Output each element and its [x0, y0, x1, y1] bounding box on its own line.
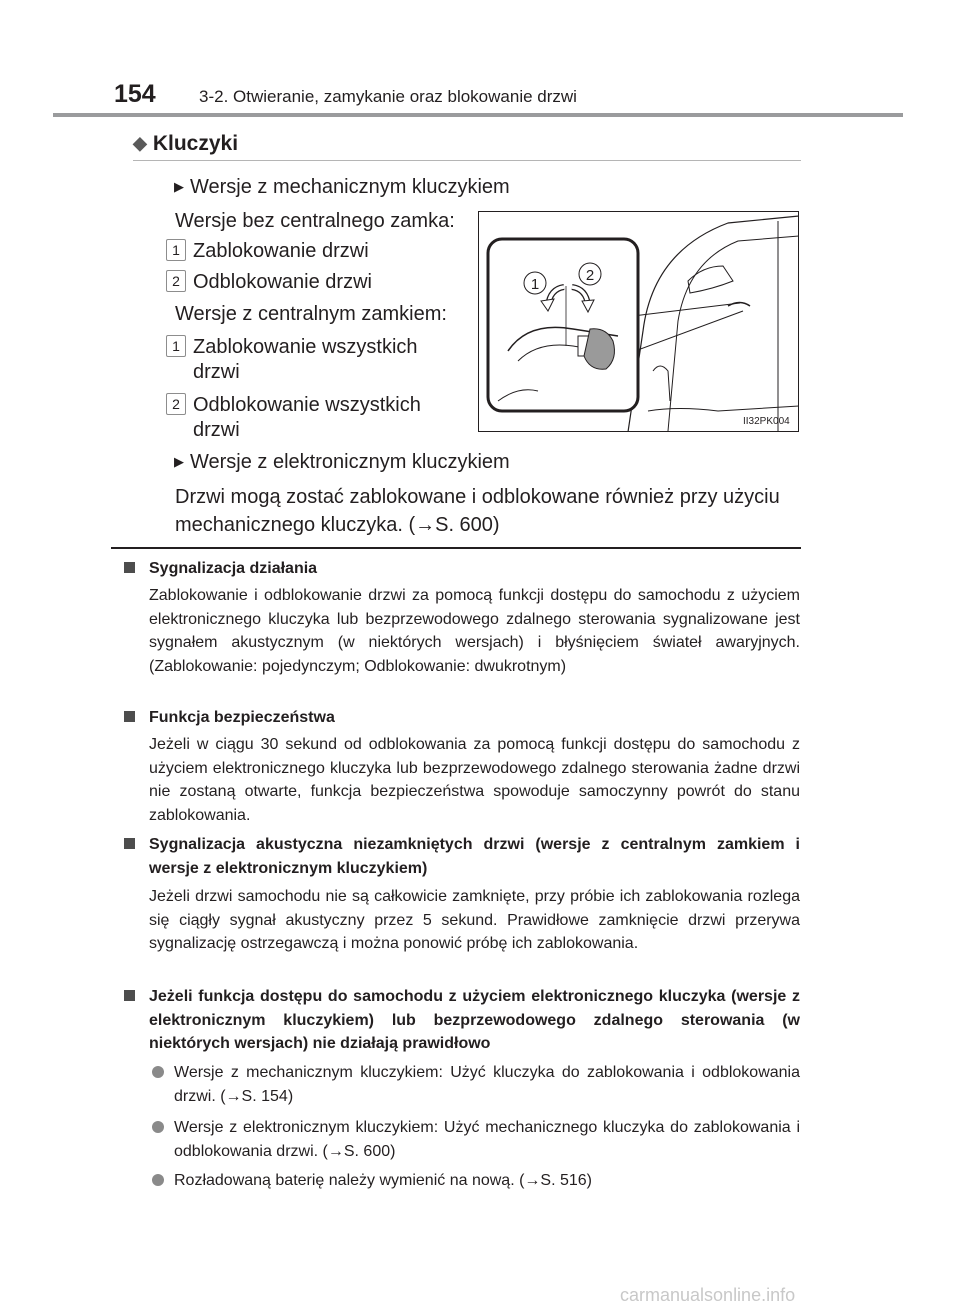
section-title-text: Kluczyki — [152, 132, 239, 155]
circle-bullet-icon — [152, 1174, 164, 1186]
circle-bullet-icon — [152, 1066, 164, 1078]
with-central-lock-label: Wersje z centralnym zamkiem: — [175, 303, 447, 325]
square-bullet-icon — [124, 562, 135, 573]
step-number-badge: 2 — [166, 393, 186, 415]
list-item: Wersje z mechanicznym kluczykiem: Użyć kluczyka do zablokowania i odblokowania drzwi. (→S. 154) — [152, 1061, 800, 1108]
triangle-right-icon: ▶ — [174, 454, 184, 469]
illustration-label-1: 1 — [530, 276, 540, 293]
chapter-header: 3-2. Otwieranie, zamykanie oraz blokowanie drzwi — [199, 87, 577, 106]
diamond-icon: ◆ — [133, 133, 147, 153]
list-item: Wersje z elektronicznym kluczykiem: Użyć mechanicznego kluczyka do zablokowania i odblokowania drzwi. (→S. 600) — [152, 1116, 800, 1163]
section-divider — [111, 547, 801, 549]
header-rule — [53, 113, 903, 117]
circle-bullet-icon — [152, 1121, 164, 1133]
note-body: Jeżeli drzwi samochodu nie są całkowicie zamknięte, przy próbie ich zablokowania rozlega się ciągły sygnał akustyczny przez 5 sekund. Prawidłowe zamknięcie drzwi przerywa sygnalizację ostrzegawczą i można ponowić próbę ich zablokowania. — [149, 888, 800, 952]
triangle-right-icon: ▶ — [174, 179, 184, 194]
note-body: Zablokowanie i odblokowanie drzwi za pomocą funkcji dostępu do samochodu z użyciem elektronicznego kluczyka lub bezprzewodowego zdalnego sterowania sygnalizowane jest sygnałem akustycznym (w niektórych wersjach) i błyśnięciem świateł awaryjnych. (Zablokowanie: pojedynczym; Odblokowanie: dwukrotnym) — [149, 587, 800, 675]
note-title: Funkcja bezpieczeństwa — [124, 706, 800, 730]
step-lock-doors: 1 Zablokowanie drzwi — [166, 239, 443, 265]
square-bullet-icon — [124, 711, 135, 722]
step-lock-all-doors: 1 Zablokowanie wszystkich drzwi — [166, 335, 443, 385]
note-title: Sygnalizacja działania — [124, 557, 800, 581]
note-title: Jeżeli funkcja dostępu do samochodu z użyciem elektronicznego kluczyka (wersje z elektronicznym kluczykiem) lub bezprzewodowego zdalnego sterowania (w niektórych wersjach) nie działają prawidłowo — [124, 985, 800, 1056]
door-key-illustration — [478, 211, 799, 432]
mechanical-key-heading: ▶ Wersje z mechanicznym kluczykiem — [174, 176, 510, 198]
step-number-badge: 2 — [166, 270, 186, 292]
step-number-badge: 1 — [166, 335, 186, 357]
watermark: carmanualsonline.info — [620, 1285, 796, 1305]
electronic-key-text: Drzwi mogą zostać zablokowane i odblokowane również przy użyciu mechanicznego kluczyka. (→S. 600) — [175, 486, 780, 536]
electronic-key-heading: ▶ Wersje z elektronicznym kluczykiem — [174, 451, 510, 473]
section-rule — [133, 160, 801, 161]
note-body: Jeżeli w ciągu 30 sekund od odblokowania za pomocą funkcji dostępu do samochodu z użyciem elektronicznego kluczyka lub bezprzewodowego zdalnego sterowania żadne drzwi nie zostaną otwarte, funkcja bezpieczeństwa spowoduje samoczynny powrót do stanu zablokowania. — [149, 736, 800, 824]
illustration-label-2: 2 — [585, 267, 595, 284]
square-bullet-icon — [124, 990, 135, 1001]
step-unlock-doors: 2 Odblokowanie drzwi — [166, 270, 443, 296]
step-number-badge: 1 — [166, 239, 186, 261]
step-unlock-all-doors: 2 Odblokowanie wszystkich drzwi — [166, 393, 443, 443]
note-title: Sygnalizacja akustyczna niezamkniętych drzwi (wersje z centralnym zamkiem i wersje z elektronicznym kluczykiem) — [124, 833, 800, 880]
section-title — [133, 132, 238, 156]
page-number: 154 — [114, 80, 156, 108]
square-bullet-icon — [124, 838, 135, 849]
illustration-code: II32PK004 — [743, 416, 790, 427]
no-central-lock-label: Wersje bez centralnego zamka: — [175, 210, 455, 232]
list-item: Rozładowaną baterię należy wymienić na nową. (→S. 516) — [152, 1169, 800, 1193]
